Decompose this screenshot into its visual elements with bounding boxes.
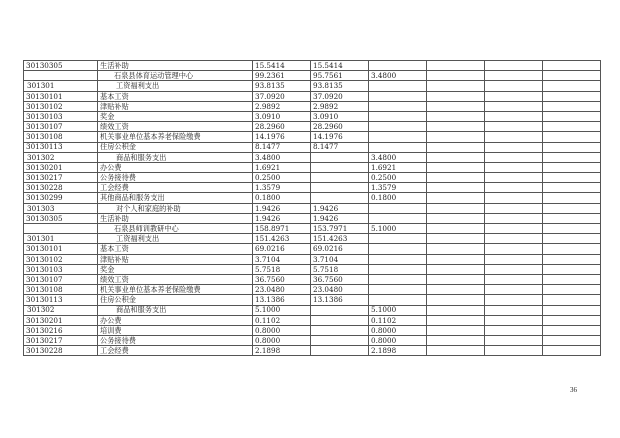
row-basic bbox=[311, 325, 369, 335]
row-basic: 69.0216 bbox=[311, 244, 369, 254]
row-name: 津贴补贴 bbox=[98, 254, 253, 264]
row-total: 5.1000 bbox=[253, 305, 311, 315]
row-code bbox=[24, 71, 98, 81]
row-col6 bbox=[427, 203, 485, 213]
row-col7 bbox=[485, 224, 543, 234]
table-row bbox=[24, 295, 601, 305]
row-code: 301303 bbox=[24, 203, 98, 213]
row-basic: 1.9426 bbox=[311, 213, 369, 223]
table-row bbox=[24, 193, 601, 203]
row-col7 bbox=[485, 244, 543, 254]
row-col7 bbox=[485, 315, 543, 325]
row-col8 bbox=[543, 264, 601, 274]
table-row bbox=[24, 234, 601, 244]
row-code: 30130305 bbox=[24, 61, 98, 71]
row-project bbox=[369, 254, 427, 264]
table-row bbox=[24, 285, 601, 295]
row-col6 bbox=[427, 111, 485, 121]
row-col7 bbox=[485, 305, 543, 315]
row-col8 bbox=[543, 61, 601, 71]
row-col7 bbox=[485, 254, 543, 264]
row-total: 151.4263 bbox=[253, 234, 311, 244]
row-basic: 93.8135 bbox=[311, 81, 369, 91]
row-name: 生活补助 bbox=[98, 213, 253, 223]
row-code: 30130101 bbox=[24, 91, 98, 101]
table-row bbox=[24, 152, 601, 162]
row-name: 绩效工资 bbox=[98, 274, 253, 284]
row-total: 5.7518 bbox=[253, 264, 311, 274]
row-col7 bbox=[485, 71, 543, 81]
row-total: 8.1477 bbox=[253, 142, 311, 152]
row-col7 bbox=[485, 264, 543, 274]
table-row bbox=[24, 224, 601, 234]
row-col7 bbox=[485, 285, 543, 295]
row-name: 基本工资 bbox=[98, 244, 253, 254]
page-number: 36 bbox=[570, 386, 577, 394]
row-project bbox=[369, 274, 427, 284]
table-row bbox=[24, 61, 601, 71]
row-col8 bbox=[543, 213, 601, 223]
row-basic: 151.4263 bbox=[311, 234, 369, 244]
row-name: 生活补助 bbox=[98, 61, 253, 71]
row-col6 bbox=[427, 325, 485, 335]
row-col6 bbox=[427, 142, 485, 152]
table-row bbox=[24, 325, 601, 335]
row-project: 2.1898 bbox=[369, 346, 427, 356]
row-total: 28.2960 bbox=[253, 122, 311, 132]
row-col8 bbox=[543, 244, 601, 254]
row-total: 69.0216 bbox=[253, 244, 311, 254]
table-row bbox=[24, 71, 601, 81]
row-col7 bbox=[485, 81, 543, 91]
row-col6 bbox=[427, 346, 485, 356]
row-name: 石泉县师训教研中心 bbox=[98, 224, 253, 234]
row-code: 30130107 bbox=[24, 122, 98, 132]
row-col8 bbox=[543, 122, 601, 132]
row-col8 bbox=[543, 274, 601, 284]
row-basic: 5.7518 bbox=[311, 264, 369, 274]
table-row bbox=[24, 122, 601, 132]
row-basic: 3.0910 bbox=[311, 111, 369, 121]
table-row bbox=[24, 203, 601, 213]
row-col6 bbox=[427, 101, 485, 111]
row-basic bbox=[311, 305, 369, 315]
row-basic: 14.1976 bbox=[311, 132, 369, 142]
row-col8 bbox=[543, 81, 601, 91]
row-col8 bbox=[543, 183, 601, 193]
row-total: 1.9426 bbox=[253, 203, 311, 213]
row-total: 2.9892 bbox=[253, 101, 311, 111]
row-col8 bbox=[543, 254, 601, 264]
row-name: 绩效工资 bbox=[98, 122, 253, 132]
row-project bbox=[369, 295, 427, 305]
row-total: 15.5414 bbox=[253, 61, 311, 71]
row-total: 3.7104 bbox=[253, 254, 311, 264]
row-project bbox=[369, 61, 427, 71]
row-total: 0.8000 bbox=[253, 336, 311, 346]
row-code: 301302 bbox=[24, 152, 98, 162]
row-name: 商品和服务支出 bbox=[98, 305, 253, 315]
table-row bbox=[24, 142, 601, 152]
row-basic: 1.9426 bbox=[311, 203, 369, 213]
row-total: 0.2500 bbox=[253, 173, 311, 183]
row-col7 bbox=[485, 61, 543, 71]
table-row bbox=[24, 111, 601, 121]
row-project: 5.1000 bbox=[369, 305, 427, 315]
table-row bbox=[24, 132, 601, 142]
row-project: 0.2500 bbox=[369, 173, 427, 183]
row-col6 bbox=[427, 254, 485, 264]
table-row bbox=[24, 315, 601, 325]
row-col7 bbox=[485, 295, 543, 305]
row-project: 3.4800 bbox=[369, 71, 427, 81]
row-project bbox=[369, 91, 427, 101]
row-project bbox=[369, 122, 427, 132]
row-total: 158.8971 bbox=[253, 224, 311, 234]
row-col6 bbox=[427, 152, 485, 162]
row-total: 13.1386 bbox=[253, 295, 311, 305]
row-col8 bbox=[543, 142, 601, 152]
row-col6 bbox=[427, 305, 485, 315]
row-col8 bbox=[543, 203, 601, 213]
row-name: 石泉县体育运动管理中心 bbox=[98, 71, 253, 81]
row-col8 bbox=[543, 325, 601, 335]
row-project bbox=[369, 213, 427, 223]
row-code: 30130305 bbox=[24, 213, 98, 223]
row-col8 bbox=[543, 305, 601, 315]
row-col6 bbox=[427, 183, 485, 193]
budget-table bbox=[23, 60, 601, 356]
row-col7 bbox=[485, 213, 543, 223]
row-total: 99.2361 bbox=[253, 71, 311, 81]
row-col6 bbox=[427, 173, 485, 183]
row-name: 工会经费 bbox=[98, 183, 253, 193]
row-col6 bbox=[427, 285, 485, 295]
row-project: 0.8000 bbox=[369, 325, 427, 335]
row-col8 bbox=[543, 162, 601, 172]
row-code: 30130201 bbox=[24, 315, 98, 325]
row-name: 公务接待费 bbox=[98, 336, 253, 346]
row-col8 bbox=[543, 173, 601, 183]
row-total: 93.8135 bbox=[253, 81, 311, 91]
row-total: 1.9426 bbox=[253, 213, 311, 223]
row-project: 0.8000 bbox=[369, 336, 427, 346]
row-total: 0.1800 bbox=[253, 193, 311, 203]
row-basic: 23.0480 bbox=[311, 285, 369, 295]
row-name: 办公费 bbox=[98, 162, 253, 172]
row-total: 14.1976 bbox=[253, 132, 311, 142]
row-code: 301301 bbox=[24, 234, 98, 244]
row-col8 bbox=[543, 132, 601, 142]
row-col6 bbox=[427, 295, 485, 305]
row-project bbox=[369, 111, 427, 121]
row-col8 bbox=[543, 71, 601, 81]
row-col8 bbox=[543, 295, 601, 305]
row-code: 30130101 bbox=[24, 244, 98, 254]
row-name: 工资福利支出 bbox=[98, 234, 253, 244]
row-name: 其他商品和服务支出 bbox=[98, 193, 253, 203]
row-code: 30130102 bbox=[24, 101, 98, 111]
table-row bbox=[24, 346, 601, 356]
row-basic bbox=[311, 162, 369, 172]
row-project bbox=[369, 203, 427, 213]
row-col8 bbox=[543, 152, 601, 162]
row-code: 30130113 bbox=[24, 142, 98, 152]
row-col6 bbox=[427, 71, 485, 81]
row-col8 bbox=[543, 285, 601, 295]
row-col7 bbox=[485, 142, 543, 152]
row-col6 bbox=[427, 234, 485, 244]
row-project bbox=[369, 101, 427, 111]
row-col8 bbox=[543, 101, 601, 111]
row-col7 bbox=[485, 193, 543, 203]
row-project bbox=[369, 244, 427, 254]
row-col7 bbox=[485, 162, 543, 172]
table-row bbox=[24, 254, 601, 264]
row-col6 bbox=[427, 213, 485, 223]
row-col6 bbox=[427, 81, 485, 91]
row-total: 0.1102 bbox=[253, 315, 311, 325]
row-code: 30130217 bbox=[24, 336, 98, 346]
row-project bbox=[369, 81, 427, 91]
row-code: 301302 bbox=[24, 305, 98, 315]
row-basic: 3.7104 bbox=[311, 254, 369, 264]
row-project: 1.3579 bbox=[369, 183, 427, 193]
row-total: 23.0480 bbox=[253, 285, 311, 295]
row-code: 30130228 bbox=[24, 183, 98, 193]
table-row bbox=[24, 305, 601, 315]
row-col6 bbox=[427, 224, 485, 234]
row-code: 30130103 bbox=[24, 111, 98, 121]
row-total: 36.7560 bbox=[253, 274, 311, 284]
row-basic: 15.5414 bbox=[311, 61, 369, 71]
row-col7 bbox=[485, 183, 543, 193]
row-col6 bbox=[427, 61, 485, 71]
row-code: 30130216 bbox=[24, 325, 98, 335]
row-basic: 13.1386 bbox=[311, 295, 369, 305]
row-code: 30130217 bbox=[24, 173, 98, 183]
table-body bbox=[24, 61, 601, 356]
row-total: 1.3579 bbox=[253, 183, 311, 193]
row-basic: 153.7971 bbox=[311, 224, 369, 234]
row-basic: 2.9892 bbox=[311, 101, 369, 111]
row-name: 住房公积金 bbox=[98, 142, 253, 152]
row-col7 bbox=[485, 336, 543, 346]
row-col8 bbox=[543, 91, 601, 101]
row-col6 bbox=[427, 274, 485, 284]
row-basic: 28.2960 bbox=[311, 122, 369, 132]
row-basic bbox=[311, 336, 369, 346]
row-basic: 36.7560 bbox=[311, 274, 369, 284]
row-col8 bbox=[543, 336, 601, 346]
row-col8 bbox=[543, 224, 601, 234]
row-code: 30130299 bbox=[24, 193, 98, 203]
row-name: 工会经费 bbox=[98, 346, 253, 356]
row-col7 bbox=[485, 152, 543, 162]
row-total: 3.4800 bbox=[253, 152, 311, 162]
row-code: 301301 bbox=[24, 81, 98, 91]
row-col6 bbox=[427, 132, 485, 142]
row-name: 奖金 bbox=[98, 111, 253, 121]
row-project: 3.4800 bbox=[369, 152, 427, 162]
row-name: 机关事业单位基本养老保险缴费 bbox=[98, 285, 253, 295]
row-code: 30130201 bbox=[24, 162, 98, 172]
row-name: 培训费 bbox=[98, 325, 253, 335]
table-row bbox=[24, 81, 601, 91]
table-row bbox=[24, 336, 601, 346]
row-name: 办公费 bbox=[98, 315, 253, 325]
row-basic bbox=[311, 152, 369, 162]
row-name: 基本工资 bbox=[98, 91, 253, 101]
row-col7 bbox=[485, 132, 543, 142]
row-name: 对个人和家庭的补助 bbox=[98, 203, 253, 213]
row-col6 bbox=[427, 264, 485, 274]
row-total: 2.1898 bbox=[253, 346, 311, 356]
row-basic bbox=[311, 173, 369, 183]
row-col6 bbox=[427, 162, 485, 172]
row-total: 3.0910 bbox=[253, 111, 311, 121]
row-col8 bbox=[543, 346, 601, 356]
row-code: 30130107 bbox=[24, 274, 98, 284]
row-basic bbox=[311, 346, 369, 356]
row-code: 30130113 bbox=[24, 295, 98, 305]
row-col7 bbox=[485, 274, 543, 284]
row-code: 30130102 bbox=[24, 254, 98, 264]
row-col7 bbox=[485, 101, 543, 111]
row-code: 30130108 bbox=[24, 132, 98, 142]
row-col6 bbox=[427, 336, 485, 346]
table-row bbox=[24, 264, 601, 274]
table-row bbox=[24, 173, 601, 183]
row-basic bbox=[311, 315, 369, 325]
row-project: 5.1000 bbox=[369, 224, 427, 234]
row-col8 bbox=[543, 234, 601, 244]
row-basic: 37.0920 bbox=[311, 91, 369, 101]
row-col6 bbox=[427, 315, 485, 325]
row-col8 bbox=[543, 315, 601, 325]
row-col7 bbox=[485, 122, 543, 132]
table-row bbox=[24, 213, 601, 223]
row-code: 30130103 bbox=[24, 264, 98, 274]
row-col8 bbox=[543, 193, 601, 203]
row-project: 0.1800 bbox=[369, 193, 427, 203]
row-code: 30130108 bbox=[24, 285, 98, 295]
row-col8 bbox=[543, 111, 601, 121]
row-name: 津贴补贴 bbox=[98, 101, 253, 111]
row-project: 1.6921 bbox=[369, 162, 427, 172]
row-col7 bbox=[485, 111, 543, 121]
row-col7 bbox=[485, 346, 543, 356]
row-col6 bbox=[427, 122, 485, 132]
table-row bbox=[24, 183, 601, 193]
row-col7 bbox=[485, 325, 543, 335]
row-name: 商品和服务支出 bbox=[98, 152, 253, 162]
row-basic: 95.7561 bbox=[311, 71, 369, 81]
row-code: 30130228 bbox=[24, 346, 98, 356]
row-project: 0.1102 bbox=[369, 315, 427, 325]
table-row bbox=[24, 91, 601, 101]
table-row bbox=[24, 162, 601, 172]
row-basic bbox=[311, 193, 369, 203]
row-project bbox=[369, 264, 427, 274]
row-col6 bbox=[427, 244, 485, 254]
row-name: 公务接待费 bbox=[98, 173, 253, 183]
row-col6 bbox=[427, 193, 485, 203]
row-col7 bbox=[485, 203, 543, 213]
row-project bbox=[369, 285, 427, 295]
table-row bbox=[24, 101, 601, 111]
row-total: 37.0920 bbox=[253, 91, 311, 101]
row-name: 住房公积金 bbox=[98, 295, 253, 305]
row-name: 奖金 bbox=[98, 264, 253, 274]
table-row bbox=[24, 274, 601, 284]
row-col7 bbox=[485, 91, 543, 101]
row-project bbox=[369, 142, 427, 152]
row-basic bbox=[311, 183, 369, 193]
row-basic: 8.1477 bbox=[311, 142, 369, 152]
row-col7 bbox=[485, 173, 543, 183]
row-project bbox=[369, 234, 427, 244]
row-name: 机关事业单位基本养老保险缴费 bbox=[98, 132, 253, 142]
table-row bbox=[24, 244, 601, 254]
row-total: 1.6921 bbox=[253, 162, 311, 172]
row-col6 bbox=[427, 91, 485, 101]
row-total: 0.8000 bbox=[253, 325, 311, 335]
row-project bbox=[369, 132, 427, 142]
row-col7 bbox=[485, 234, 543, 244]
row-name: 工资福利支出 bbox=[98, 81, 253, 91]
row-code bbox=[24, 224, 98, 234]
